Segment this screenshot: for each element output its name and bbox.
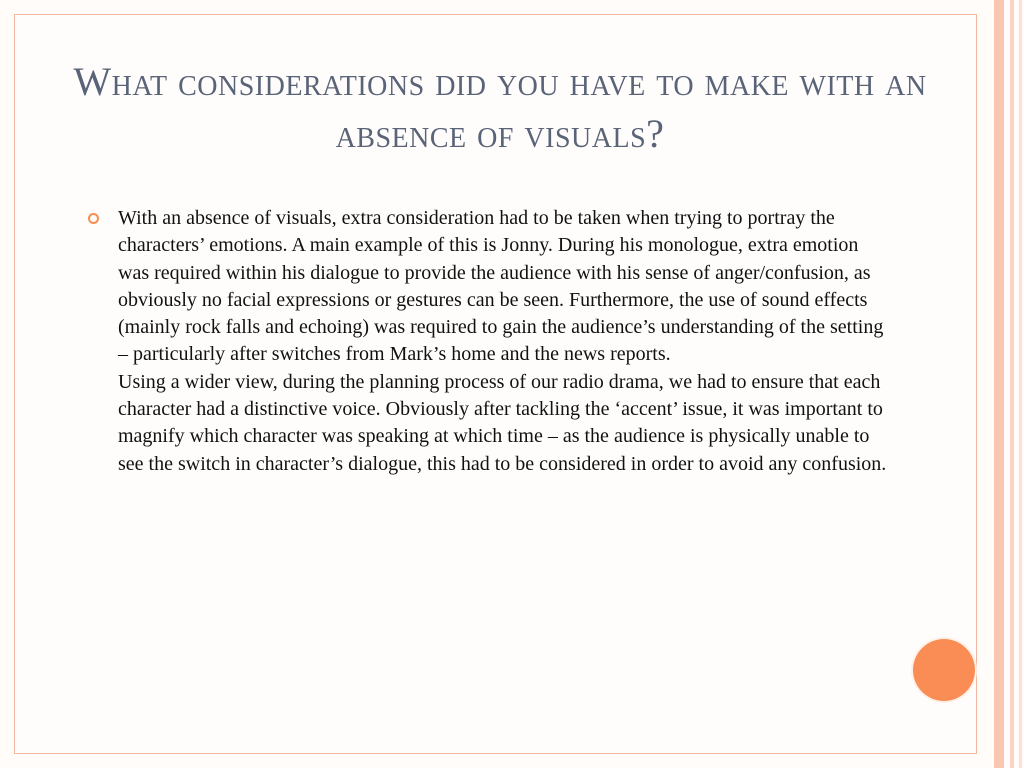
slide-title: What considerations did you have to make with an absence of visuals? — [73, 59, 927, 156]
body-paragraph-1: With an absence of visuals, extra consideration had to be taken when trying to portray the characters’ emotions. A main example of this is Jonny. During his monologue, extra emotion was required within his dialogue to provide the audience with his sense of anger/confusion, as obviously no facial expressions or gestures can be seen. Furthermore, the use of sound effects (mainly rock falls and echoing) was required to gain the audience’s understanding of the setting – particularly after switches from Mark’s home and the news reports. — [118, 207, 884, 366]
right-stripe-wide — [994, 0, 1004, 768]
body-paragraph-2: Using a wider view, during the planning process of our radio drama, we had to ensure that each character had a distinctive voice. Obviously after tackling the ‘accent’ issue, it was important to magnify which character was speaking at which time – as the audience is physically unable to see the switch in character’s dialogue, this had to be considered in order to avoid any confusion. — [118, 370, 887, 475]
right-stripe-edge — [1019, 0, 1022, 768]
slide-body — [88, 205, 888, 478]
hollow-circle-bullet-icon — [88, 213, 99, 224]
right-stripe-thin — [1010, 0, 1014, 768]
orange-circle-icon — [913, 639, 975, 701]
bullet-text — [118, 205, 888, 478]
